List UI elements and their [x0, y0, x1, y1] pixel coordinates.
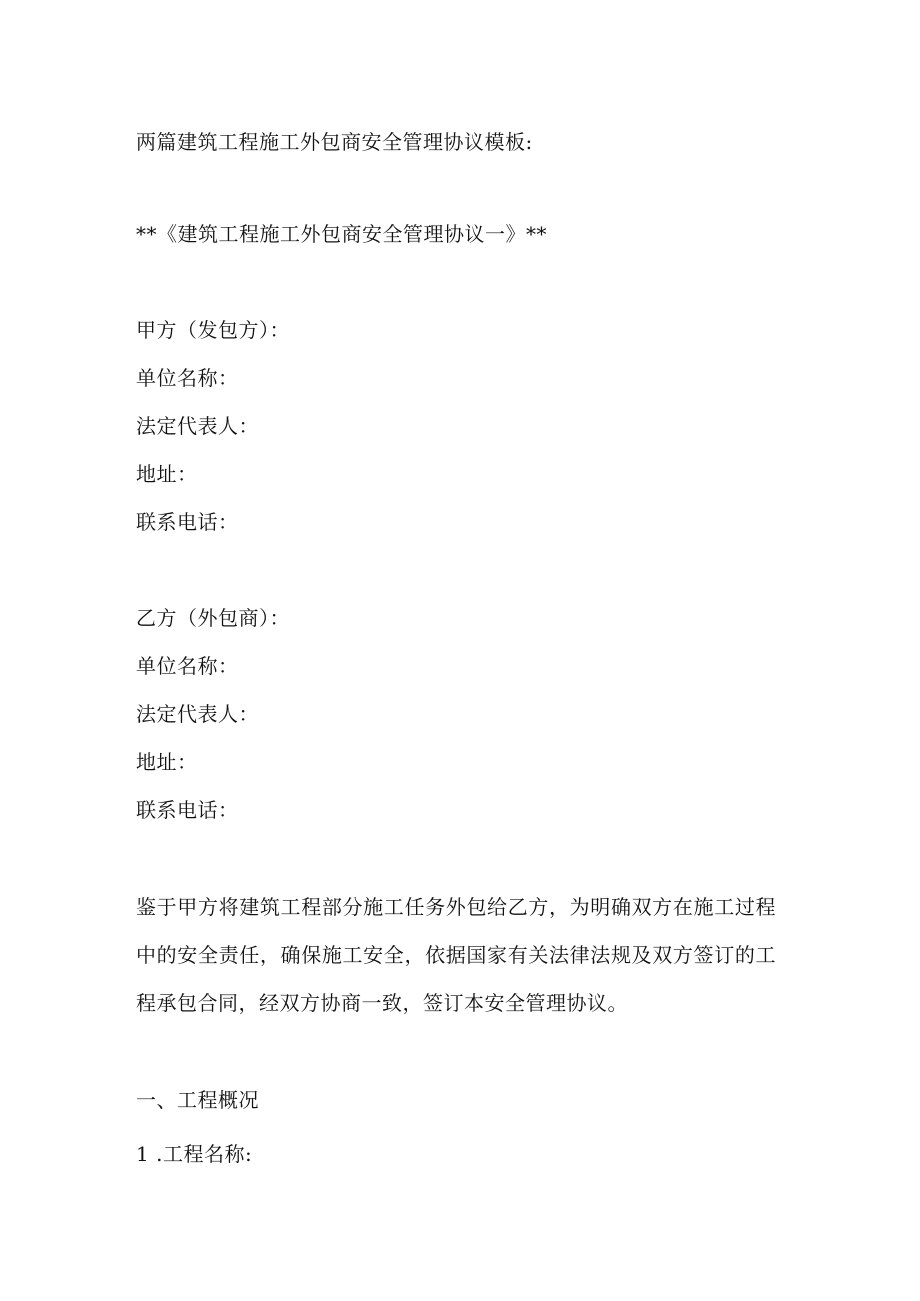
party-a-unit-name: 单位名称： [136, 366, 239, 390]
party-b-address: 地址： [136, 750, 198, 774]
party-b-legal-rep: 法定代表人： [136, 702, 259, 726]
party-b-phone: 联系电话： [136, 798, 239, 822]
party-a-phone: 联系电话： [136, 510, 239, 534]
party-a-address: 地址： [136, 462, 198, 486]
section-1-heading: 一、工程概况 [136, 1088, 259, 1112]
intro-title: 两篇建筑工程施工外包商安全管理协议模板: [136, 130, 533, 154]
party-a-heading: 甲方（发包方）： [136, 318, 290, 342]
section-1-item-1: 1 .工程名称: [136, 1142, 253, 1166]
party-b-heading: 乙方（外包商）： [136, 606, 290, 630]
preamble-paragraph: 鉴于甲方将建筑工程部分施工任务外包给乙方，为明确双方在施工过程中的安全责任，确保施工安全，依据国家有关法律法规及双方签订的工程承包合同，经双方协商一致，签订本安全管理协议。 [136, 895, 776, 1015]
agreement-title: **《建筑工程施工外包商安全管理协议一》** [136, 222, 547, 246]
party-b-unit-name: 单位名称： [136, 654, 239, 678]
party-a-legal-rep: 法定代表人： [136, 414, 259, 438]
